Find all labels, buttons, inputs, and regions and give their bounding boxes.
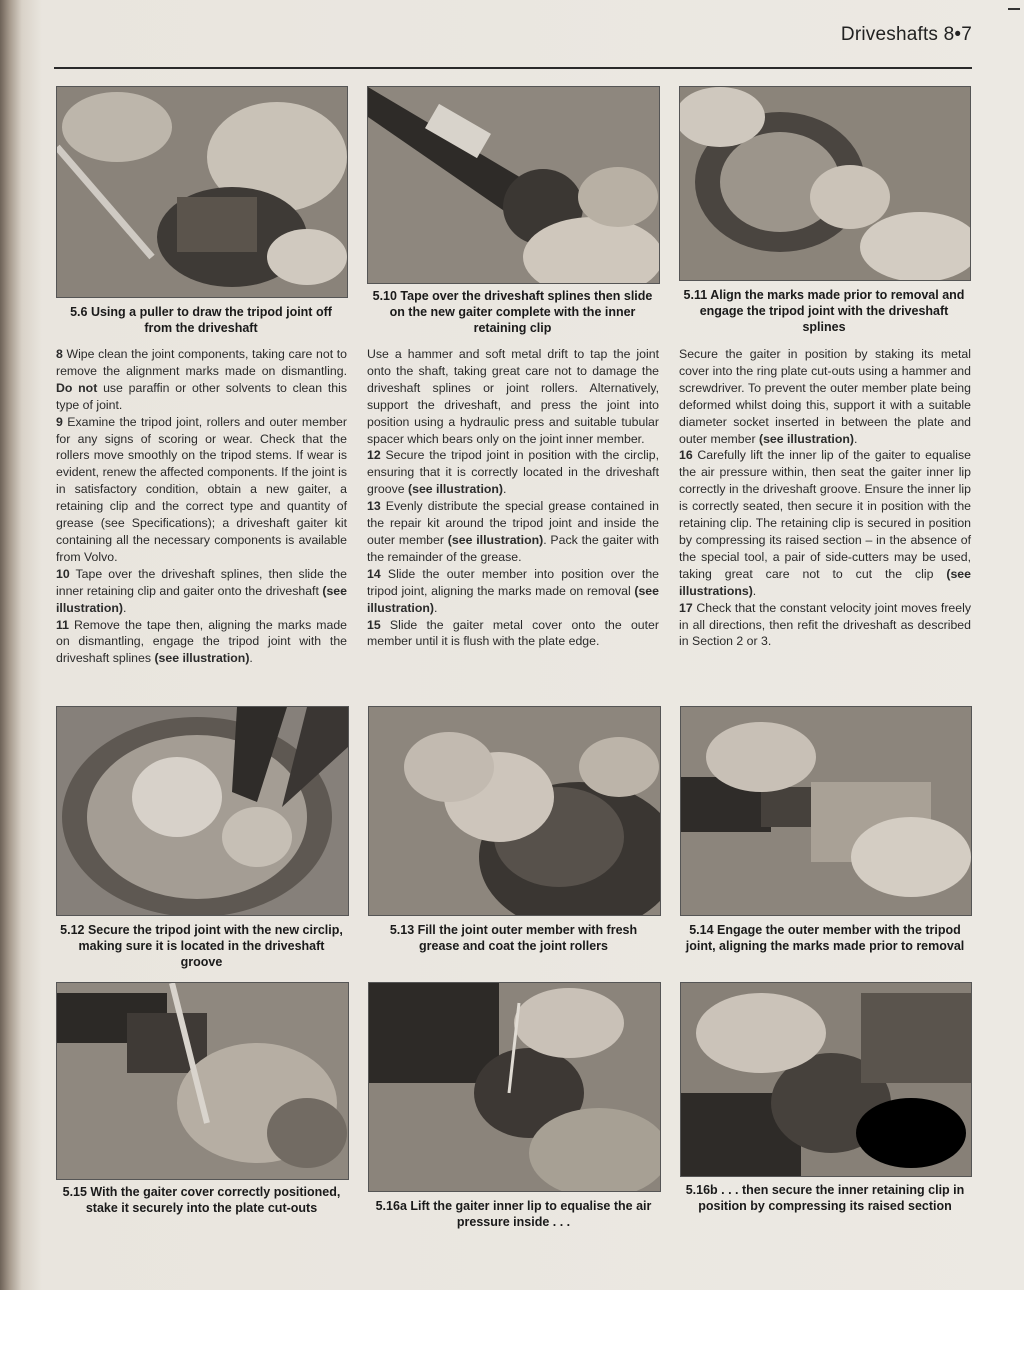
photo-5-11 (679, 86, 971, 281)
photo-5-10 (367, 86, 660, 284)
page-header-title: Driveshafts 8•7 (840, 24, 972, 45)
photo-5-16b (680, 982, 972, 1177)
text-column-1 (56, 346, 347, 667)
paragraph-17: 17 Check that the constant velocity joint moves freely in all directions, then refit the driveshaft as described in Section 2 or 3. (679, 600, 971, 649)
paragraph-10: 10 Tape over the driveshaft splines, then slide the inner retaining clip and gaiter onto the driveshaft (see illustration). (56, 566, 347, 615)
text-column-3 (679, 346, 971, 650)
photo-5-12 (56, 706, 349, 916)
paragraph-15: 15 Slide the gaiter metal cover onto the outer member until it is flush with the plate edge. (367, 617, 659, 649)
caption-5-14: 5.14 Engage the outer member with the tripod joint, aligning the marks made prior to removal (685, 923, 965, 953)
text-column-2 (367, 346, 659, 650)
corner-mark (1008, 8, 1020, 10)
paragraph-13: 13 Evenly distribute the special grease contained in the repair kit around the tripod joint and inside the outer member (see illustration). Pack the gaiter with the remainder of the grease. (367, 499, 659, 564)
header-rule (54, 67, 972, 69)
paragraph-9: 9 Examine the tripod joint, rollers and outer member for any signs of scoring or wear. Check that the rollers move smoothly on the tripod stems. If wear is evident, renew the affected components. If the joint is in satisfactory condition, obtain a new gaiter, a retaining clip and the correct type and quantity of grease (see Specifications); a driveshaft gaiter kit containing all the necessary components is available from Volvo. (56, 414, 347, 564)
photo-5-15 (56, 982, 349, 1180)
caption-5-6: 5.6 Using a puller to draw the tripod joint off from the driveshaft (70, 305, 332, 335)
caption-5-12: 5.12 Secure the tripod joint with the new circlip, making sure it is located in the driveshaft groove (60, 923, 343, 969)
paragraph-15-continued: Secure the gaiter in position by staking its metal cover into the ring plate cut-outs using a hammer and screwdriver. To prevent the outer member plate being deformed whilst doing this, support it with a suitable diameter socket inserted in between the plate and outer member (see illustration). (679, 347, 971, 446)
paragraph-16: 16 Carefully lift the inner lip of the gaiter to equalise the air pressure within, then seat the gaiter inner lip correctly in the driveshaft groove. Ensure the inner lip is correctly seated, then secure it in position with the retaining clip. The retaining clip is secured in position by compressing its raised section – in the absence of the special tool, a pair of side-cutters may be used, taking great care not to cut the clip (see illustrations). (679, 448, 971, 598)
paragraph-11: 11 Remove the tape then, aligning the marks made on dismantling, engage the tripod joint with the driveshaft splines (see illustration). (56, 617, 347, 666)
caption-5-15: 5.15 With the gaiter cover correctly positioned, stake it securely into the plate cut-outs (62, 1185, 341, 1215)
caption-5-11: 5.11 Align the marks made prior to removal and engage the tripod joint with the driveshaft splines (683, 288, 965, 334)
photo-5-16a (368, 982, 661, 1192)
caption-5-16b: 5.16b . . . then secure the inner retaining clip in position by compressing its raised section (685, 1183, 965, 1213)
caption-5-16a: 5.16a Lift the gaiter inner lip to equalise the air pressure inside . . . (375, 1199, 652, 1229)
paragraph-8: 8 Wipe clean the joint components, taking care not to remove the alignment marks made on dismantling. Do not use paraffin or other solvents to clean this type of joint. (56, 347, 347, 412)
caption-5-10: 5.10 Tape over the driveshaft splines then slide on the new gaiter complete with the inner retaining clip (372, 289, 653, 335)
photo-5-6 (56, 86, 348, 298)
caption-5-13: 5.13 Fill the joint outer member with fresh grease and coat the joint rollers (389, 923, 638, 953)
photo-5-13 (368, 706, 661, 916)
photo-5-14 (680, 706, 972, 916)
paragraph-11-continued: Use a hammer and soft metal drift to tap the joint onto the shaft, taking great care not to damage the driveshaft splines or joint rollers. Alternatively, support the driveshaft, and press the joint into position using a hydraulic press and suitable tubular spacer which bears only on the joint inner member. (367, 347, 659, 446)
paragraph-14: 14 Slide the outer member into position over the tripod joint, aligning the marks made on removal (see illustration). (367, 566, 659, 615)
paragraph-12: 12 Secure the tripod joint in position with the circlip, ensuring that it is correctly located in the driveshaft groove (see illustration). (367, 448, 659, 497)
